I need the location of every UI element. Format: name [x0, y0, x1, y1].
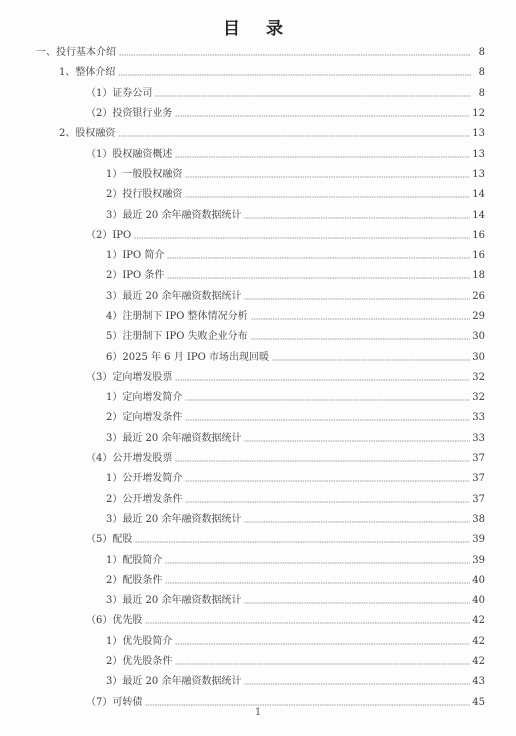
toc-entry[interactable] — [0, 185, 516, 205]
toc-entry-page-number: 29 — [472, 311, 485, 322]
toc-entry-page-number: 26 — [472, 290, 485, 302]
toc-entry-label: 4）注册制下 IPO 整体情况分析 — [106, 311, 248, 322]
toc-entry-label: 2）公开增发条件 — [106, 493, 183, 505]
toc-entry[interactable] — [0, 165, 516, 185]
toc-entry-label: （1）证券公司 — [86, 87, 153, 99]
dot-leader — [251, 333, 471, 341]
toc-entry[interactable] — [0, 388, 516, 408]
toc-entry-label: 3）最近 20 余年融资数据统计 — [106, 432, 242, 444]
toc-entry[interactable] — [0, 408, 516, 428]
toc-entry-page-number: 12 — [472, 108, 485, 120]
dot-leader — [118, 69, 471, 77]
dot-leader — [244, 212, 470, 220]
toc-entry-page-number: 43 — [472, 676, 485, 688]
toc-entry-label: （2）投资银行业务 — [86, 108, 173, 120]
toc-entry-label: 3）最近 20 余年融资数据统计 — [106, 209, 242, 221]
toc-entry-page-number: 39 — [472, 554, 485, 566]
toc-entry-label: 5）注册制下 IPO 失败企业分布 — [106, 331, 248, 343]
toc-entry[interactable] — [0, 43, 516, 63]
toc-entry[interactable] — [0, 63, 516, 83]
toc-entry-page-number: 13 — [472, 168, 485, 180]
dot-leader — [185, 475, 470, 483]
toc-entry[interactable] — [0, 611, 516, 631]
dot-leader — [244, 678, 470, 686]
dot-leader — [185, 191, 470, 199]
dot-leader — [175, 455, 470, 463]
toc-entry-label: （3）定向增发股票 — [86, 371, 173, 383]
toc-entry-page-number: 8 — [478, 87, 485, 99]
toc-entry[interactable] — [0, 287, 516, 307]
toc-entry-label: （4）公开增发股票 — [86, 453, 173, 465]
dot-leader — [165, 557, 470, 565]
toc-entry[interactable] — [0, 144, 516, 164]
toc-entry-page-number: 8 — [478, 67, 485, 79]
dot-leader — [244, 516, 470, 524]
toc-entry-label: 2、股权融资 — [59, 128, 116, 140]
table-of-contents — [0, 43, 516, 713]
toc-entry-page-number: 18 — [472, 270, 485, 282]
dot-leader — [185, 394, 470, 402]
toc-entry-label: 2）定向增发条件 — [106, 412, 183, 424]
toc-entry-page-number: 40 — [472, 574, 485, 586]
toc-entry-label: （5）配股 — [86, 534, 133, 546]
toc-entry[interactable] — [0, 124, 516, 144]
toc-entry-label: 1）一般股权融资 — [106, 168, 183, 180]
toc-entry-page-number: 30 — [472, 331, 485, 343]
dot-leader — [175, 110, 470, 118]
toc-entry-label: 3）最近 20 余年融资数据统计 — [106, 595, 242, 607]
toc-entry[interactable] — [0, 550, 516, 570]
toc-entry-label: 1）IPO 简介 — [106, 250, 165, 262]
toc-entry-label: 2）投行股权融资 — [106, 189, 183, 201]
dot-leader — [244, 435, 470, 443]
toc-entry-page-number: 37 — [472, 473, 485, 485]
dot-leader — [244, 293, 470, 301]
toc-entry-page-number: 30 — [472, 351, 485, 363]
toc-entry-label: 2）优先股条件 — [106, 656, 173, 668]
dot-leader — [134, 232, 470, 240]
toc-entry[interactable] — [0, 571, 516, 591]
toc-entry-page-number: 14 — [472, 209, 485, 221]
toc-entry-label: 1）定向增发简介 — [106, 392, 183, 404]
toc-entry[interactable] — [0, 429, 516, 449]
dot-leader — [185, 171, 470, 179]
toc-entry-page-number: 8 — [478, 47, 485, 59]
page-number: 1 — [254, 707, 262, 718]
toc-entry[interactable] — [0, 510, 516, 530]
toc-entry[interactable] — [0, 307, 516, 327]
toc-entry-page-number: 38 — [472, 513, 485, 525]
toc-entry[interactable] — [0, 449, 516, 469]
toc-entry-label: 1）配股简介 — [106, 554, 163, 566]
toc-entry-page-number: 32 — [472, 392, 485, 404]
toc-entry[interactable] — [0, 266, 516, 286]
toc-entry-page-number: 33 — [472, 412, 485, 424]
dot-leader — [175, 638, 470, 646]
toc-entry-label: 1）公开增发简介 — [106, 473, 183, 485]
toc-entry-page-number: 13 — [472, 148, 485, 160]
toc-entry-page-number: 33 — [472, 432, 485, 444]
dot-leader — [155, 90, 471, 98]
toc-entry-label: 3）最近 20 余年融资数据统计 — [106, 676, 242, 688]
toc-entry-page-number: 42 — [472, 656, 485, 668]
toc-entry-page-number: 37 — [472, 453, 485, 465]
dot-leader — [167, 252, 470, 260]
toc-entry-label: 1）优先股简介 — [106, 635, 173, 647]
toc-entry-label: 2）IPO 条件 — [106, 270, 165, 282]
toc-entry[interactable] — [0, 652, 516, 672]
toc-entry-label: （6）优先股 — [86, 615, 143, 627]
dot-leader — [167, 272, 470, 280]
toc-entry[interactable] — [0, 84, 516, 104]
dot-leader — [145, 699, 470, 707]
dot-leader — [135, 536, 470, 544]
dot-leader — [244, 597, 470, 605]
toc-entry-label: 一、投行基本介绍 — [36, 47, 116, 59]
dot-leader — [175, 151, 470, 159]
dot-leader — [272, 354, 470, 362]
toc-entry-page-number: 42 — [472, 635, 485, 647]
toc-entry[interactable] — [0, 530, 516, 550]
toc-entry[interactable] — [0, 327, 516, 347]
dot-leader — [118, 130, 470, 138]
dot-leader — [175, 658, 470, 666]
toc-entry-label: （1）股权融资概述 — [86, 148, 173, 160]
toc-entry-label: 3）最近 20 余年融资数据统计 — [106, 513, 242, 525]
toc-entry[interactable] — [0, 490, 516, 510]
toc-entry[interactable] — [0, 591, 516, 611]
dot-leader — [185, 414, 470, 422]
toc-entry-label: 3）最近 20 余年融资数据统计 — [106, 290, 242, 302]
page-title: 目 录 — [223, 19, 293, 39]
toc-entry[interactable] — [0, 632, 516, 652]
toc-entry-page-number: 39 — [472, 534, 485, 546]
dot-leader — [175, 374, 470, 382]
toc-entry[interactable] — [0, 104, 516, 124]
dot-leader — [185, 496, 470, 504]
toc-entry[interactable] — [0, 672, 516, 692]
dot-leader — [165, 577, 470, 585]
toc-entry-page-number: 14 — [472, 189, 485, 201]
toc-entry[interactable] — [0, 205, 516, 225]
toc-entry-label: 2）配股条件 — [106, 574, 163, 586]
dot-leader — [145, 617, 470, 625]
toc-entry[interactable] — [0, 226, 516, 246]
dot-leader — [119, 49, 471, 57]
toc-entry-label: 6）2025 年 6 月 IPO 市场出现回暖 — [106, 351, 269, 363]
dot-leader — [251, 313, 471, 321]
toc-entry[interactable] — [0, 246, 516, 266]
toc-entry-label: （7）可转债 — [86, 696, 143, 708]
toc-entry-page-number: 42 — [472, 615, 485, 627]
toc-entry-page-number: 40 — [472, 595, 485, 607]
toc-entry-label: （2）IPO — [86, 229, 132, 241]
toc-entry-page-number: 16 — [472, 229, 485, 241]
toc-entry-page-number: 37 — [472, 493, 485, 505]
toc-entry[interactable] — [0, 469, 516, 489]
toc-entry[interactable] — [0, 368, 516, 388]
toc-entry-page-number: 32 — [472, 371, 485, 383]
toc-entry-page-number: 45 — [472, 696, 485, 708]
toc-entry-page-number: 16 — [472, 250, 485, 262]
toc-entry[interactable] — [0, 347, 516, 367]
toc-entry-page-number: 13 — [472, 128, 485, 140]
toc-entry-label: 1、整体介绍 — [59, 67, 116, 79]
